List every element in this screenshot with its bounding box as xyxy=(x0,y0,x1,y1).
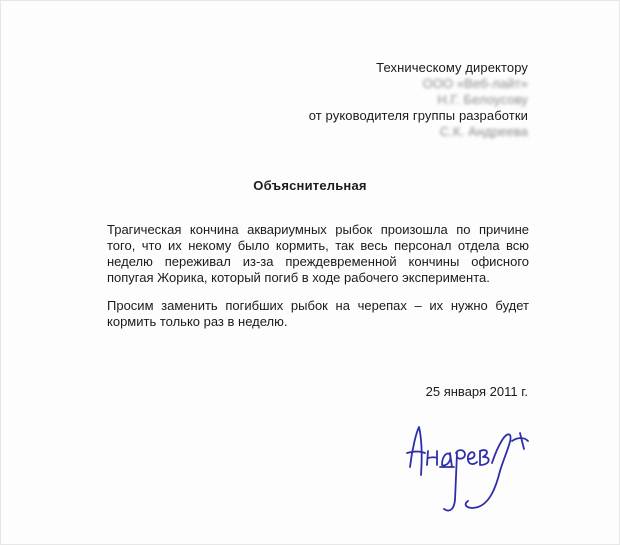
body-paragraph-2: Просим заменить погибших рыбок на черепах – их нужно будет кормить только раз в неделю. xyxy=(107,298,529,329)
recipient-name: Н.Г. Белоусову xyxy=(437,92,528,107)
handwritten-signature xyxy=(392,405,542,520)
document-title: Объяснительная xyxy=(253,178,367,193)
recipient-title: Техническому директору xyxy=(376,60,528,75)
sender-name: С.К. Андреева xyxy=(439,124,528,139)
recipient-company: ООО «Веб-лайт» xyxy=(422,76,528,91)
document-date: 25 января 2011 г. xyxy=(425,384,528,399)
addressee-block xyxy=(208,60,528,140)
sender-title: от руководителя группы разработки xyxy=(308,108,528,123)
body-paragraph-1: Трагическая кончина аквариумных рыбок произошла по причине того, что их некому было кормить, так весь персонал отдела всю неделю переживал из-за преждевременной кончины офисного попугая Жорика, который погиб в ходе рабочего эксперимента. xyxy=(107,222,529,285)
